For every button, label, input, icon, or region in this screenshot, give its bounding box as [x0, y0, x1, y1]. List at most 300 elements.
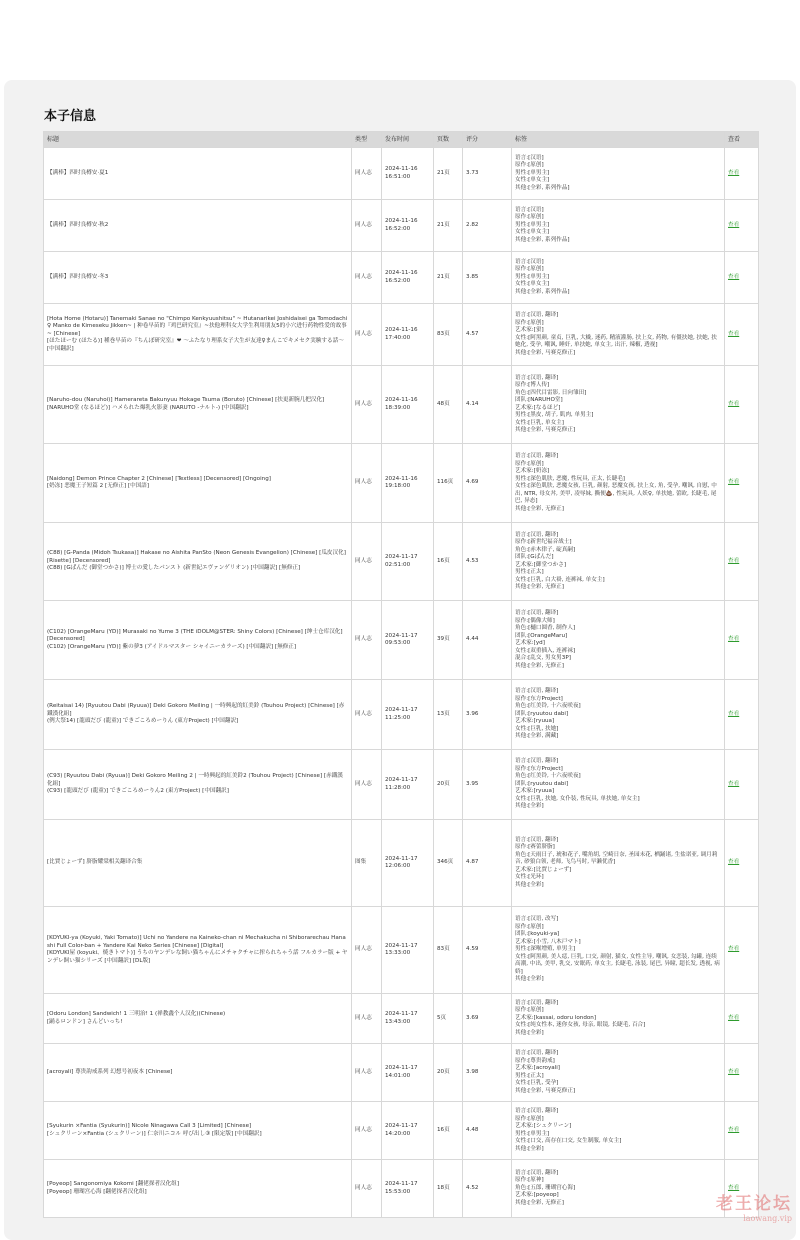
table-row	[44, 366, 759, 444]
table-row	[44, 601, 759, 680]
cell-type: 同人志	[352, 523, 382, 601]
view-link[interactable]: 查看	[728, 946, 740, 953]
tag-line: 团队:[koyuki-ya]	[515, 931, 560, 938]
date-value: 2024-11-17	[385, 1123, 418, 1129]
cell-date	[382, 304, 434, 366]
tag-line: 艺术家:[比賈じょーず]	[515, 866, 572, 873]
header-tags: 标签	[512, 132, 725, 148]
tag-line: 其他:[全彩, 马赛克修正]	[515, 1087, 576, 1094]
cell-date	[382, 1044, 434, 1102]
cell-view	[725, 444, 759, 523]
cell-type: 同人志	[352, 148, 382, 200]
tag-line: 其他:[全彩]	[515, 1145, 544, 1152]
tag-line: 原作:[赛蕾脐脂]	[515, 844, 555, 851]
tag-line: 其他:[全彩, 系列作品]	[515, 288, 570, 295]
title-line: [Syukurin ×Fantia (Syukurin)] Nicole Ninagawa Call 3 [Limited] [Chinese]	[47, 1123, 252, 1129]
cell-date	[382, 820, 434, 907]
cell-score: 3.98	[463, 1044, 512, 1102]
cell-title	[44, 750, 352, 820]
cell-pages: 21页	[434, 200, 463, 252]
cell-view	[725, 820, 759, 907]
tag-line: 女性:[口交, 高存在口交, 女生制服, 单女主]	[515, 1138, 622, 1144]
table-row	[44, 200, 759, 252]
table-body	[44, 148, 759, 1218]
time-value: 14:01:00	[385, 1072, 411, 1079]
header-pages: 页数	[434, 132, 463, 148]
view-link[interactable]: 查看	[728, 169, 740, 176]
cell-view	[725, 200, 759, 252]
title-line: [ほたほーむ (ほたる)] 種巻早苗の『ちんぽ研究室』❤ ～ふたなり理系女子大生が友達♀まんこでキメセク実験する話～ [中国翻訳]	[47, 338, 344, 352]
title-line: [NARUHO堂 (なるほど)] ハメられた爆乳火影妻 (NARUTO -ナルト-) [中国翻訳]	[47, 404, 249, 411]
date-value: 2024-11-17	[385, 554, 418, 560]
title-line: (例大祭14) [龍頭だび (龍童)] できごころめーりん (東方Project) [中国翻訳]	[47, 718, 239, 725]
page-title: 本子信息	[44, 109, 97, 124]
tag-line: 语言:[汉语, 翻译]	[515, 1169, 559, 1176]
cell-view	[725, 523, 759, 601]
table-row	[44, 523, 759, 601]
header-date: 发布时间	[382, 132, 434, 148]
cell-type: 同人志	[352, 601, 382, 680]
cell-view	[725, 1044, 759, 1102]
tag-line: 角色:[四代目雷影, 日向雏田]	[515, 389, 587, 396]
cell-view	[725, 304, 759, 366]
title-line: (C88) [Gぱんだ (御堂つかさ)] 博士の愛したパンスト (新世紀エヴァンゲリオン) [中国翻訳] [無修正]	[47, 565, 301, 572]
cell-date	[382, 444, 434, 523]
date-value: 2024-11-17	[385, 707, 418, 713]
cell-pages: 21页	[434, 252, 463, 304]
tag-line: 其他:[全彩, 无修正]	[515, 505, 564, 512]
cell-tags	[512, 601, 725, 680]
time-value: 09:53:00	[385, 640, 411, 646]
cell-title	[44, 1102, 352, 1160]
cell-title	[44, 252, 352, 304]
cell-tags	[512, 200, 725, 252]
time-value: 14:20:00	[385, 1130, 411, 1137]
cell-tags	[512, 252, 725, 304]
cell-date	[382, 523, 434, 601]
cell-tags	[512, 1044, 725, 1102]
cell-score: 3.69	[463, 994, 512, 1044]
cell-type: 同人志	[352, 1044, 382, 1102]
cell-score: 4.14	[463, 366, 512, 444]
cell-title	[44, 820, 352, 907]
time-value: 02:51:00	[385, 561, 411, 568]
time-value: 19:18:00	[385, 483, 411, 489]
cell-score: 3.85	[463, 252, 512, 304]
cell-title	[44, 1160, 352, 1218]
cell-date	[382, 200, 434, 252]
title-line: [比賈じょーず] 脐脂耀棠相关翻译合集	[47, 859, 143, 866]
date-value: 2024-11-17	[385, 777, 418, 783]
tag-line: 男性:[正太]	[515, 1072, 544, 1079]
tag-line: 语言:[汉语, 改写]	[515, 916, 559, 923]
tag-line: 女性:[双重插入, 连裤袜]	[515, 647, 576, 654]
tag-line: 女性:[纯女性本, 迷你女孩, 母亲, 眼镜, 长睫毛, 百合]	[515, 1022, 646, 1029]
cell-tags	[512, 304, 725, 366]
title-line: (C102) [OrangeMaru (YD)] 紫の夢3 (アイドルマスター シャイニーカラーズ) [中国翻訳] [無修正]	[47, 643, 297, 650]
date-value: 2024-11-16	[385, 270, 418, 276]
tag-line: 角色:[五郎, 珊瑚宫心海]	[515, 1184, 576, 1191]
view-link[interactable]: 查看	[728, 400, 740, 407]
cell-title	[44, 304, 352, 366]
tag-line: 女性:[巨乳, 受孕]	[515, 1080, 559, 1086]
tag-line: 其他:[全彩, 无修正]	[515, 662, 564, 669]
time-value: 16:51:00	[385, 173, 411, 180]
title-line: [KOYUKI屋 (koyuki、焼きトマト)] うちのヤンデレな飼い猫ちゃんにメチャクチャに搾られちゃう話 フルカラー版 + ヤンデレ飼い猫シリーズ [中国翻訳] [DL版]	[47, 950, 348, 964]
date-value: 2024-11-17	[385, 632, 418, 639]
time-value: 16:52:00	[385, 277, 411, 284]
tag-line: 原作:[原创]	[515, 1115, 544, 1122]
title-line: [踊るロンドン] さんどいっち!	[47, 1018, 123, 1025]
tag-line: 其他:[全彩]	[515, 803, 544, 810]
time-value: 15:53:00	[385, 1188, 411, 1195]
cell-pages: 20页	[434, 750, 463, 820]
cell-date	[382, 601, 434, 680]
tag-line: 原作:[博人传]	[515, 382, 550, 388]
view-link[interactable]: 查看	[728, 636, 740, 643]
cell-score: 4.48	[463, 1102, 512, 1160]
cell-pages: 16页	[434, 523, 463, 601]
cell-pages: 39页	[434, 601, 463, 680]
cell-pages: 16页	[434, 1102, 463, 1160]
cell-type: 同人志	[352, 252, 382, 304]
cell-type: 同人志	[352, 200, 382, 252]
table-row	[44, 1160, 759, 1218]
tag-line: 原作:[原创]	[515, 162, 544, 169]
cell-type: 同人志	[352, 680, 382, 750]
tag-line: 原作:[原创]	[515, 214, 544, 221]
tag-line: 男性:[黑皮, 胡子, 肌肉, 单男主]	[515, 412, 594, 418]
table-row	[44, 680, 759, 750]
table-row	[44, 444, 759, 523]
cell-date	[382, 994, 434, 1044]
tag-line: 其他:[全彩]	[515, 881, 544, 888]
cell-date	[382, 750, 434, 820]
tag-line: 语言:[汉语, 翻译]	[515, 836, 559, 843]
cell-tags	[512, 750, 725, 820]
cell-pages: 83页	[434, 907, 463, 994]
cell-pages: 116页	[434, 444, 463, 523]
tag-line: 语言:[汉语]	[515, 154, 544, 161]
tag-line: 艺术家:[yd]	[515, 640, 545, 646]
cell-title	[44, 1044, 352, 1102]
tag-line: 角色:[樋口圆香, 制作人]	[515, 625, 576, 631]
view-link[interactable]: 查看	[728, 859, 740, 866]
tag-line: 男性:[单男主]	[515, 169, 550, 176]
table-row	[44, 148, 759, 200]
view-link[interactable]: 查看	[728, 780, 740, 787]
tag-line: 原作:[原创]	[515, 460, 544, 467]
cell-type: 同人志	[352, 994, 382, 1044]
cell-title	[44, 523, 352, 601]
tag-line: 团队:[Gぱんだ]	[515, 554, 554, 560]
time-value: 12:06:00	[385, 863, 411, 869]
title-line: [Poyeop] 珊瑚宫心海 [翻佬探者汉化组]	[47, 1188, 147, 1195]
cell-type: 图集	[352, 820, 382, 907]
cell-view	[725, 750, 759, 820]
tag-line: 艺术家:[poyeop]	[515, 1192, 559, 1199]
time-value: 13:33:00	[385, 950, 411, 956]
title-line: (Reitaisai 14) [Ryuutou Dabi (Ryuua)] Deki Gokoro Meiling | 一時興起的紅美鈴 (Touhou Project) [Chinese] [赤鐵漢化組]	[47, 703, 345, 717]
time-value: 17:40:00	[385, 334, 411, 341]
tag-line: 原作:[新世纪福音战士]	[515, 539, 572, 545]
watermark-url: laowang.vip	[743, 1214, 792, 1223]
tag-line: 语言:[汉语]	[515, 258, 544, 265]
cell-pages: 48页	[434, 366, 463, 444]
tag-line: 艺术家:[kassai, odoru london]	[515, 1014, 597, 1021]
cell-score: 3.96	[463, 680, 512, 750]
cell-view	[725, 601, 759, 680]
cell-view	[725, 366, 759, 444]
cell-title	[44, 907, 352, 994]
cell-pages: 346页	[434, 820, 463, 907]
tag-line: 原作:[尊贵韵戒]	[515, 1057, 555, 1064]
tag-line: 团队:[NARUHO堂]	[515, 397, 563, 403]
table-row	[44, 750, 759, 820]
cell-tags	[512, 444, 725, 523]
tag-line: 原作:[东方Project]	[515, 695, 563, 702]
view-link[interactable]: 查看	[728, 1014, 740, 1021]
tag-line: 语言:[汉语, 翻译]	[515, 374, 559, 381]
view-link[interactable]: 查看	[728, 330, 740, 337]
header-score: 评分	[463, 132, 512, 148]
tag-line: 女性:[单女主]	[515, 177, 550, 184]
tag-line: 语言:[汉语, 翻译]	[515, 312, 559, 318]
tag-line: 女性:[阿黑颜, 美人痣, 巨乳, 口交, 颜射, 猫女, 女性主导, 嘲讽, 女恋装, 勾罐, 连续高潮, 中出, 美甲, 乳交, 安眠药, 单女主, 长睫毛, 泳装, 尾巴, 异瞳, 超长发, 透视, 病娇]	[515, 953, 720, 975]
tag-line: 艺术家:[なるほど]	[515, 404, 561, 411]
title-line: [シュクリーン×Fantia (シュクリーン)] 仁奈川ニコル 呼び出し③ [限定版] [中国翻訳]	[47, 1130, 262, 1137]
cell-title	[44, 366, 352, 444]
tag-line: 艺术家:[ryuua]	[515, 788, 555, 795]
cell-type: 同人志	[352, 304, 382, 366]
table-header-row	[44, 132, 759, 148]
view-link[interactable]: 查看	[728, 1126, 740, 1133]
tag-line: 其他:[全彩, 满藏]	[515, 733, 559, 740]
cell-date	[382, 252, 434, 304]
tag-line: 其他:[全彩]	[515, 976, 544, 983]
table-row	[44, 820, 759, 907]
tag-line: 艺术家:[acroyali]	[515, 1065, 560, 1071]
cell-title	[44, 994, 352, 1044]
title-line: [acroyali] 尊贵韵戒系列 幻想号初夜本 [Chinese]	[47, 1068, 173, 1075]
tag-line: 语言:[汉语, 翻译]	[515, 453, 559, 459]
tag-line: 团队:[OrangeMaru]	[515, 632, 568, 639]
tag-line: 原作:[东方Project]	[515, 765, 563, 772]
cell-date	[382, 907, 434, 994]
cell-date	[382, 1102, 434, 1160]
title-line: [KOYUKI-ya (Koyuki, Yaki Tomato)] Uchi no Yandere na Kaineko-chan ni Mechakucha ni Shiborarechau Hanashi Full Color-ban + Yandere Kai Neko Series [Chinese] [Digital]	[47, 935, 346, 949]
cell-view	[725, 148, 759, 200]
view-link[interactable]: 查看	[728, 557, 740, 564]
cell-score: 4.53	[463, 523, 512, 601]
date-value: 2024-11-16	[385, 218, 418, 224]
tag-line: 角色:[红美铃, 十六夜咲夜]	[515, 703, 581, 710]
cell-view	[725, 252, 759, 304]
time-value: 16:52:00	[385, 225, 411, 232]
time-value: 18:39:00	[385, 404, 411, 411]
tag-line: 语言:[汉语, 翻译]	[515, 758, 559, 765]
cell-type: 同人志	[352, 750, 382, 820]
date-value: 2024-11-17	[385, 942, 418, 949]
cell-score: 4.59	[463, 907, 512, 994]
view-link[interactable]: 查看	[728, 1184, 740, 1191]
cell-pages: 21页	[434, 148, 463, 200]
cell-score: 4.52	[463, 1160, 512, 1218]
title-line: (C88) [G-Panda (Midoh Tsukasa)] Hakase no Aishita PanSto (Neon Genesis Evangelion) [Chinese] [瓜皮汉化][Risette] [Decensored]	[47, 550, 346, 564]
cell-score: 4.87	[463, 820, 512, 907]
cell-title	[44, 200, 352, 252]
date-value: 2024-11-16	[385, 475, 418, 482]
tag-line: 男性:[深色肌肤, 恶魔, 性玩具, 正太, 长睫毛]	[515, 475, 625, 482]
cell-date	[382, 148, 434, 200]
tag-line: 男性:[单男主]	[515, 273, 550, 280]
cell-score: 3.73	[463, 148, 512, 200]
watermark-text: 老王论坛	[716, 1194, 792, 1214]
tag-line: 其他:[全彩, 无修正]	[515, 584, 564, 590]
cell-tags	[512, 907, 725, 994]
tag-line: 艺术家:[奶冻]	[515, 468, 550, 474]
header-view: 查看	[725, 132, 759, 148]
title-line: [奶冻] 恶魔王子短篇 2 [无修正] [中国語]	[47, 483, 150, 489]
tag-line: 原作:[原创]	[515, 923, 544, 930]
cell-date	[382, 366, 434, 444]
tag-line: 原作:[原创]	[515, 1007, 544, 1014]
tag-line: 角色:[红美铃, 十六夜咲夜]	[515, 773, 581, 780]
view-link[interactable]: 查看	[728, 273, 740, 280]
tag-line: 语言:[汉语, 翻译]	[515, 610, 559, 616]
tag-line: 男性:[单男主]	[515, 221, 550, 228]
time-value: 13:43:00	[385, 1018, 411, 1025]
cell-view	[725, 1102, 759, 1160]
date-value: 2024-11-16	[385, 327, 418, 333]
cell-view	[725, 994, 759, 1044]
comic-info-table	[43, 131, 759, 1218]
tag-line: 其他:[全彩, 系列作品]	[515, 184, 570, 191]
tag-line: 女性:[单女主]	[515, 229, 550, 236]
cell-score: 4.57	[463, 304, 512, 366]
tag-line: 其他:[全彩, 无修正]	[515, 1199, 564, 1206]
tag-line: 原作:[原创]	[515, 266, 544, 273]
cell-type: 同人志	[352, 907, 382, 994]
table-row	[44, 1102, 759, 1160]
title-line: (C93) [Ryuutou Dabi (Ryuua)] Deki Gokoro Meiling 2 | 一時興起的紅美鈴2 (Touhou Project) [Chinese] [赤鐵漢化組]	[47, 773, 343, 787]
view-link[interactable]: 查看	[728, 1068, 740, 1075]
tag-line: 艺术家:[ryuua]	[515, 718, 555, 725]
tag-line: 女性:[光环]	[515, 874, 544, 881]
title-line: (C93) [龍頭だび (龍童)] できごころめーりん2 (東方Project) [中国翻訳]	[47, 788, 229, 795]
cell-score: 3.95	[463, 750, 512, 820]
date-value: 2024-11-16	[385, 166, 418, 172]
tag-line: 女性:[巨乳, 扶她, 女仆装, 性玩具, 单扶她, 单女主]	[515, 795, 640, 802]
tag-line: 角色:[天雨日子, 琥和花子, 嘴角胡, 空崎日奈, 圣园未花, 栖踊诸, 生盐诺亚, 调月莉音, 砂狼白领, 老师, 飞鸟马时, 早濑优香]	[515, 851, 718, 866]
date-value: 2024-11-17	[385, 1011, 418, 1017]
title-line: [Hota Home (Hotaru)] Tanemaki Sanae no "Chimpo Kenkyuushitsu" ~ Hutanarikei Joshidaisei ga Tomodachi ♀ Manko de Kimeseku Jikken~ | 种卷早苗的『鸡巴研究室』~扶他理科女大学生利用朋友5的小穴进行药物性爱的故事~ [Chinese]	[47, 315, 348, 337]
tag-line: 艺术家:[御堂つかさ]	[515, 561, 566, 568]
cell-pages: 83页	[434, 304, 463, 366]
watermark-logo	[716, 1189, 792, 1223]
date-value: 2024-11-16	[385, 397, 418, 403]
header-type: 类型	[352, 132, 382, 148]
title-line: [Naruho-dou (Naruhoi)] Hamerareta Bakunyuu Hokage Tsuma (Boruto) [Chinese] [扶更新腕几把汉化]	[47, 397, 325, 403]
tag-line: 女性:[巨乳, 扶她]	[515, 725, 559, 732]
tag-line: 艺术家:[蛍]	[515, 327, 544, 333]
header-title: 标题	[44, 132, 352, 148]
tag-line: 语言:[汉语, 翻译]	[515, 999, 559, 1006]
cell-tags	[512, 1160, 725, 1218]
cell-score: 4.44	[463, 601, 512, 680]
tag-line: 女性:[单女主]	[515, 281, 550, 288]
tag-line: 其他:[全彩, 马赛克修正]	[515, 349, 576, 356]
cell-tags	[512, 680, 725, 750]
cell-tags	[512, 523, 725, 601]
title-line: 【满棒】四时良樽安·秋2	[47, 221, 109, 228]
tag-line: 语言:[汉语, 翻译]	[515, 1050, 559, 1056]
cell-pages: 20页	[434, 1044, 463, 1102]
cell-title	[44, 148, 352, 200]
date-value: 2024-11-17	[385, 855, 418, 862]
cell-type: 同人志	[352, 444, 382, 523]
tag-line: 语言:[汉语, 翻译]	[515, 531, 559, 538]
tag-line: 艺术家:[シュクリーン]	[515, 1123, 572, 1129]
tag-line: 原作:[偶像大师]	[515, 617, 555, 624]
tag-line: 混合:[乱交, 男女男3P]	[515, 655, 571, 661]
title-line: [Poyeop] Sangonomiya Kokomi [翻佬探者汉化组]	[47, 1181, 180, 1187]
cell-type: 同人志	[352, 366, 382, 444]
view-link[interactable]: 查看	[728, 221, 740, 228]
tag-line: 原作:[原神]	[515, 1177, 544, 1184]
tag-line: 团队:[ryuutou dabi]	[515, 780, 569, 787]
tag-line: 语言:[汉语]	[515, 206, 544, 213]
table-row	[44, 1044, 759, 1102]
tag-line: 原作:[原创]	[515, 319, 544, 326]
time-value: 11:25:00	[385, 714, 411, 721]
cell-view	[725, 907, 759, 994]
cell-tags	[512, 366, 725, 444]
cell-view	[725, 680, 759, 750]
cell-pages: 18页	[434, 1160, 463, 1218]
cell-title	[44, 601, 352, 680]
cell-tags	[512, 994, 725, 1044]
date-value: 2024-11-17	[385, 1065, 418, 1071]
tag-line: 男性:[正太]	[515, 569, 544, 575]
view-link[interactable]: 查看	[728, 710, 740, 717]
cell-pages: 5页	[434, 994, 463, 1044]
table-row	[44, 304, 759, 366]
table-row	[44, 252, 759, 304]
tag-line: 其他:[全彩, 马赛克修正]	[515, 427, 576, 433]
tag-line: 角色:[赤木律子, 碇真嗣]	[515, 546, 576, 553]
table-row	[44, 994, 759, 1044]
cell-date	[382, 1160, 434, 1218]
title-line: [Naidong] Demon Prince Chapter 2 [Chinese] [Textless] [Decensored] [Ongoing]	[47, 475, 271, 482]
tag-line: 其他:[全彩]	[515, 1029, 544, 1036]
cell-tags	[512, 820, 725, 907]
cell-date	[382, 680, 434, 750]
tag-line: 艺术家:[小雪, 八木戸マト]	[515, 938, 581, 945]
title-line: 【满棒】四时良樽安·冬3	[47, 273, 109, 280]
view-link[interactable]: 查看	[728, 479, 740, 486]
title-line: [Odoru London] Sandwich! 1 三明治! 1 (禅教鑫个人汉化)(Chinese)	[47, 1011, 226, 1017]
tag-line: 女性:[巨乳, 单女主]	[515, 419, 564, 426]
tag-line: 团队:[ryuutou dabi]	[515, 710, 569, 717]
cell-pages: 13页	[434, 680, 463, 750]
date-value: 2024-11-17	[385, 1181, 418, 1187]
cell-score: 2.82	[463, 200, 512, 252]
cell-tags	[512, 148, 725, 200]
cell-tags	[512, 1102, 725, 1160]
tag-line: 女性:[巨乳, 白大褂, 连裤袜, 单女主]	[515, 576, 605, 583]
cell-type: 同人志	[352, 1160, 382, 1218]
